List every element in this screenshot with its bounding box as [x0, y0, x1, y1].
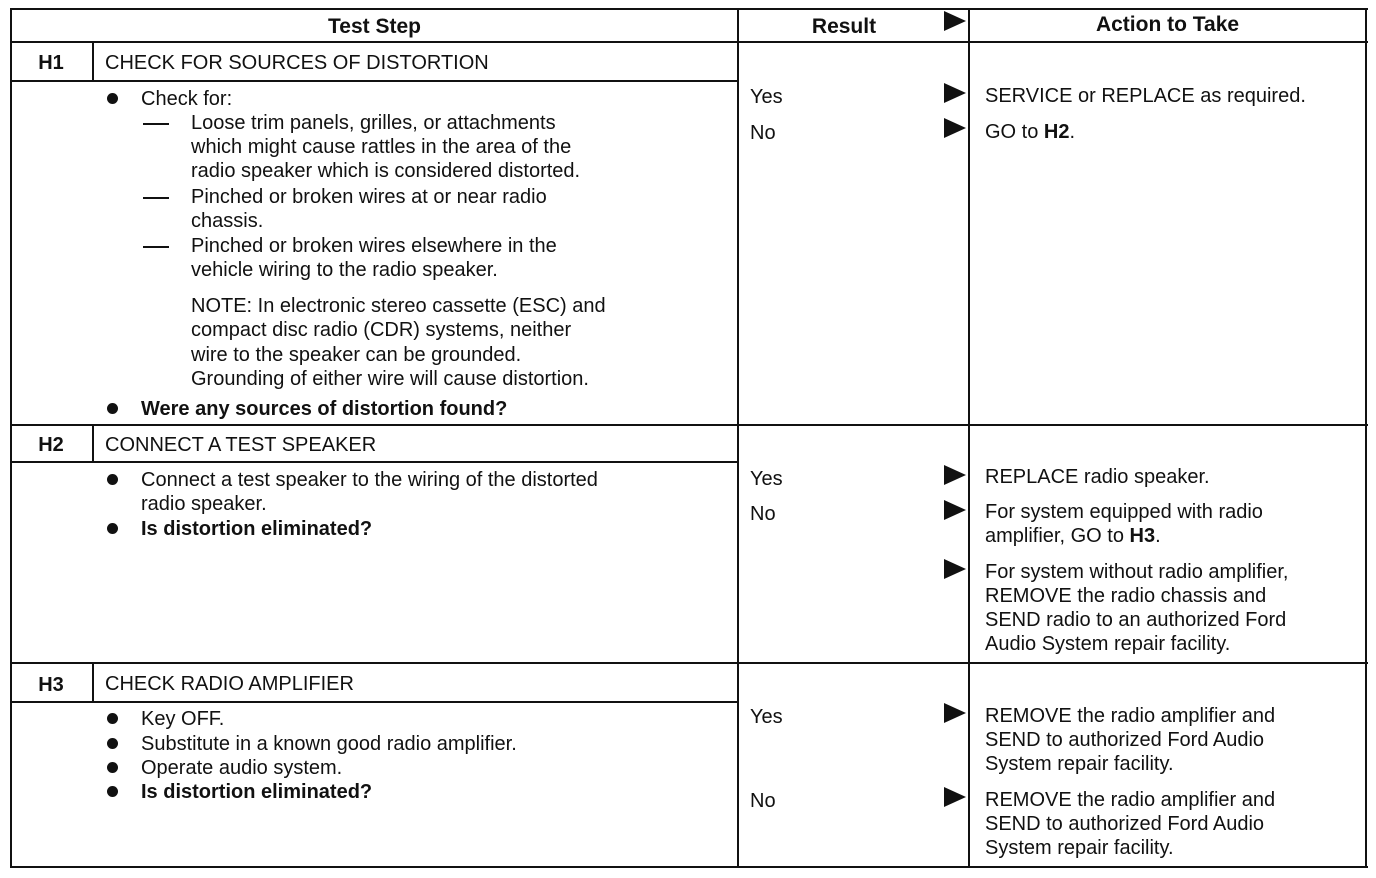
h1-no-arrow-icon	[944, 118, 966, 138]
h3-result-yes: Yes	[750, 706, 783, 728]
h1-dash-item-1-line-2: which might cause rattles in the area of the	[191, 136, 572, 158]
bullet-icon	[107, 474, 118, 485]
bullet-icon	[107, 403, 118, 414]
dash-icon	[143, 123, 169, 125]
header-divider	[10, 41, 1368, 43]
h2-step-title: CONNECT A TEST SPEAKER	[105, 434, 377, 456]
h2-action-no-a-line-1: For system equipped with radio	[985, 501, 1263, 523]
h2-yes-arrow-icon	[944, 465, 966, 485]
header-action: Action to Take	[1095, 13, 1240, 36]
h3-action-no-line-2: SEND to authorized Ford Audio	[985, 813, 1265, 835]
bullet-icon	[107, 738, 118, 749]
h1-action-yes: SERVICE or REPLACE as required.	[985, 85, 1306, 107]
h1-result-yes: Yes	[750, 86, 783, 108]
h3-step-3: Operate audio system.	[141, 757, 343, 779]
bullet-icon	[107, 523, 118, 534]
h1-step-id: H1	[38, 52, 64, 74]
h3-title-underline	[10, 701, 737, 703]
h2-question: Is distortion eliminated?	[141, 518, 373, 540]
h3-action-yes-line-1: REMOVE the radio amplifier and	[985, 705, 1276, 727]
h3-result-no: No	[750, 790, 776, 812]
h2-step-1-line-1: Connect a test speaker to the wiring of the distorted	[141, 469, 598, 491]
h1-question: Were any sources of distortion found?	[141, 398, 508, 420]
h2-action-no-b-line-2: REMOVE the radio chassis and	[985, 585, 1267, 607]
h3-question: Is distortion eliminated?	[141, 781, 373, 803]
header-arrow-icon	[944, 11, 966, 31]
table-border-bottom	[10, 866, 1368, 868]
h1-note-line-4: Grounding of either wire will cause distortion.	[191, 368, 589, 390]
h1-note-line-3: wire to the speaker can be grounded.	[191, 344, 522, 366]
h3-no-arrow-icon	[944, 787, 966, 807]
h2-no-alt-arrow-icon	[944, 559, 966, 579]
section-separator-h2	[10, 424, 1368, 426]
h1-action-no-target: H2	[1043, 121, 1070, 143]
h2-action-no-b-line-3: SEND radio to an authorized Ford	[985, 609, 1287, 631]
h1-dash-item-2-line-1: Pinched or broken wires at or near radio	[191, 186, 547, 208]
h2-title-underline	[10, 461, 737, 463]
h3-yes-arrow-icon	[944, 703, 966, 723]
h1-id-divider	[92, 41, 94, 82]
h1-step-title: CHECK FOR SOURCES OF DISTORTION	[105, 52, 489, 74]
h1-dash-item-3-line-2: vehicle wiring to the radio speaker.	[191, 259, 498, 281]
h3-step-title: CHECK RADIO AMPLIFIER	[105, 673, 354, 695]
h1-dash-item-1-line-3: radio speaker which is considered distorted.	[191, 160, 581, 182]
h1-dash-item-2-line-2: chassis.	[191, 210, 264, 232]
h1-result-no: No	[750, 122, 776, 144]
bullet-icon	[107, 762, 118, 773]
h1-title-underline	[10, 80, 737, 82]
header-test-step: Test Step	[328, 15, 421, 38]
h3-action-yes-line-3: System repair facility.	[985, 753, 1174, 775]
h2-step-id: H2	[38, 434, 64, 456]
h2-action-no-b-line-1: For system without radio amplifier,	[985, 561, 1289, 583]
h3-step-id: H3	[38, 674, 64, 696]
h1-note-line-1: NOTE: In electronic stereo cassette (ESC) and	[191, 295, 606, 317]
bullet-icon	[107, 786, 118, 797]
h2-action-no-b-line-4: Audio System repair facility.	[985, 633, 1231, 655]
h3-step-1: Key OFF.	[141, 708, 225, 730]
h1-check-for: Check for:	[141, 88, 233, 110]
h2-id-divider	[92, 424, 94, 463]
h2-action-no-a-target: H3	[1129, 525, 1156, 547]
column-divider-action	[968, 8, 970, 868]
h2-action-no-a-line-2: amplifier, GO to H3.	[985, 525, 1161, 547]
h1-note-line-2: compact disc radio (CDR) systems, neither	[191, 319, 572, 341]
h2-result-yes: Yes	[750, 468, 783, 490]
header-result: Result	[811, 15, 877, 38]
bullet-icon	[107, 713, 118, 724]
h1-action-no: GO to H2.	[985, 121, 1076, 143]
h3-action-no-line-3: System repair facility.	[985, 837, 1174, 859]
bullet-icon	[107, 93, 118, 104]
dash-icon	[143, 246, 169, 248]
dash-icon	[143, 197, 169, 199]
h3-action-no-line-1: REMOVE the radio amplifier and	[985, 789, 1276, 811]
h1-dash-item-3-line-1: Pinched or broken wires elsewhere in the	[191, 235, 557, 257]
section-separator-h3	[10, 662, 1368, 664]
h1-yes-arrow-icon	[944, 83, 966, 103]
table-border-right	[1365, 8, 1367, 868]
h2-action-yes: REPLACE radio speaker.	[985, 466, 1210, 488]
table-border-top	[10, 8, 1368, 10]
h2-result-no: No	[750, 503, 776, 525]
h2-no-arrow-icon	[944, 500, 966, 520]
h3-action-yes-line-2: SEND to authorized Ford Audio	[985, 729, 1265, 751]
h1-dash-item-1-line-1: Loose trim panels, grilles, or attachments	[191, 112, 556, 134]
h3-id-divider	[92, 662, 94, 703]
column-divider-result	[737, 8, 739, 868]
h2-step-1-line-2: radio speaker.	[141, 493, 267, 515]
h3-step-2: Substitute in a known good radio amplifier.	[141, 733, 517, 755]
